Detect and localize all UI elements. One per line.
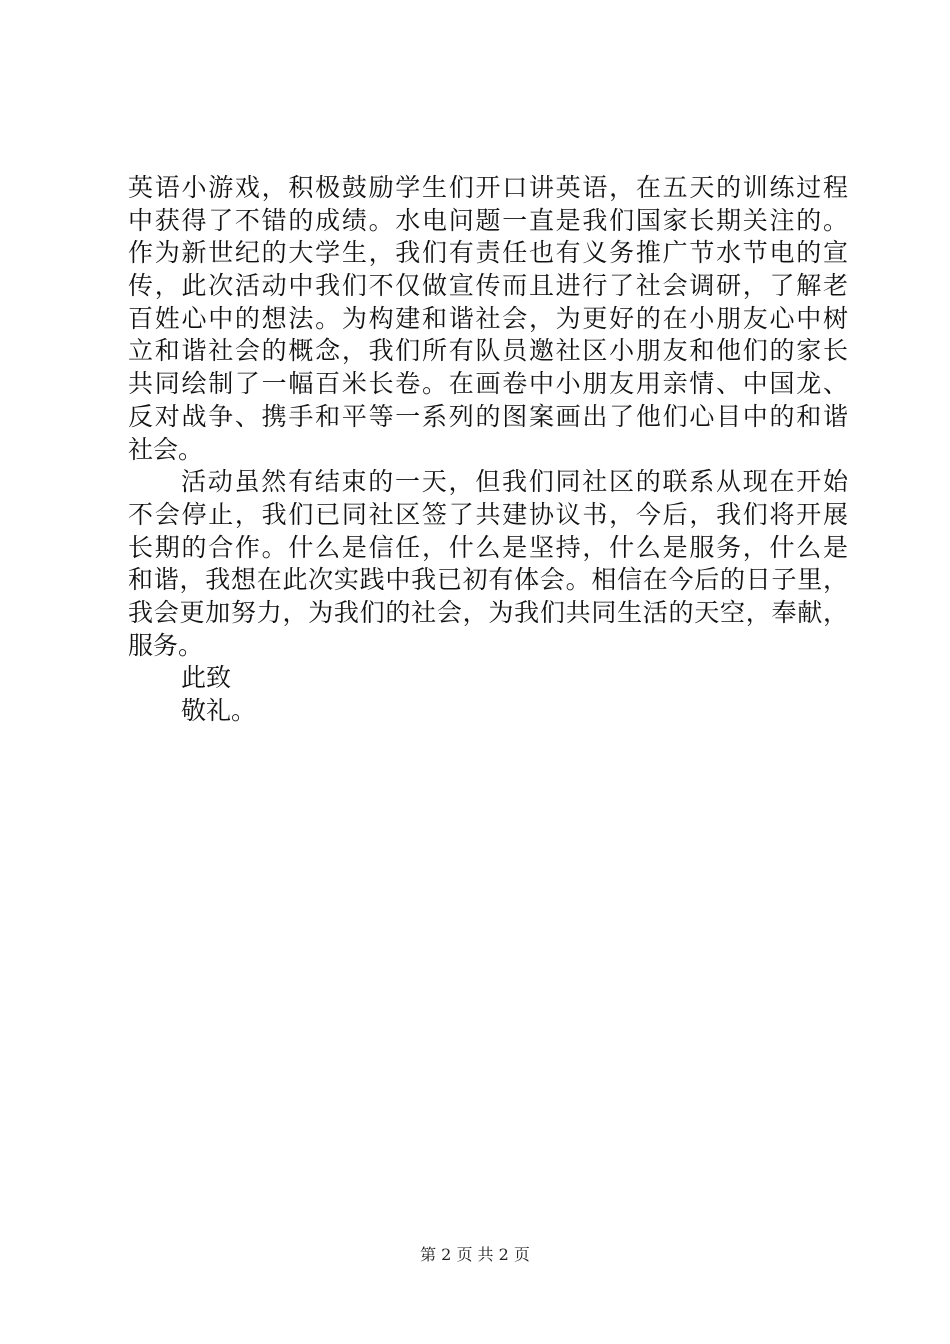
closing-line-1: 此致 [181,663,232,693]
text-line: 社会。 [128,434,204,464]
text-line: 中获得了不错的成绩。水电问题一直是我们国家长期关注的。 [128,205,848,235]
text-line: 作为新世纪的大学生，我们有责任也有义务推广节水节电的宣 [128,238,848,268]
text-line: 百姓心中的想法。为构建和谐社会，为更好的在小朋友心中树 [128,303,848,333]
text-line: 我会更加努力，为我们的社会，为我们共同生活的天空，奉献， [128,597,848,627]
text-line: 和谐，我想在此次实践中我已初有体会。相信在今后的日子里， [128,565,848,595]
text-line: 长期的合作。什么是信任，什么是坚持，什么是服务，什么是 [128,532,848,562]
text-line: 共同绘制了一幅百米长卷。在画卷中小朋友用亲情、中国龙、 [128,369,848,399]
paragraph-conclusion [128,466,848,662]
text-line: 英语小游戏，积极鼓励学生们开口讲英语，在五天的训练过程 [128,173,848,202]
text-line: 反对战争、携手和平等一系列的图案画出了他们心目中的和谐 [128,401,848,431]
closing-salutation [128,662,848,727]
text-line: 活动虽然有结束的一天，但我们同社区的联系从现在开始 [181,467,848,497]
text-line: 立和谐社会的概念，我们所有队员邀社区小朋友和他们的家长 [128,336,848,366]
paragraph-activities [128,172,848,466]
page-footer: 第 2 页 共 2 页 [420,1245,530,1264]
closing-line-2: 敬礼。 [181,696,257,725]
text-line: 传，此次活动中我们不仅做宣传而且进行了社会调研，了解老 [128,271,848,301]
letter-body [128,172,848,728]
text-line: 不会停止，我们已同社区签了共建协议书，今后，我们将开展 [128,499,848,529]
text-line: 服务。 [128,630,204,660]
